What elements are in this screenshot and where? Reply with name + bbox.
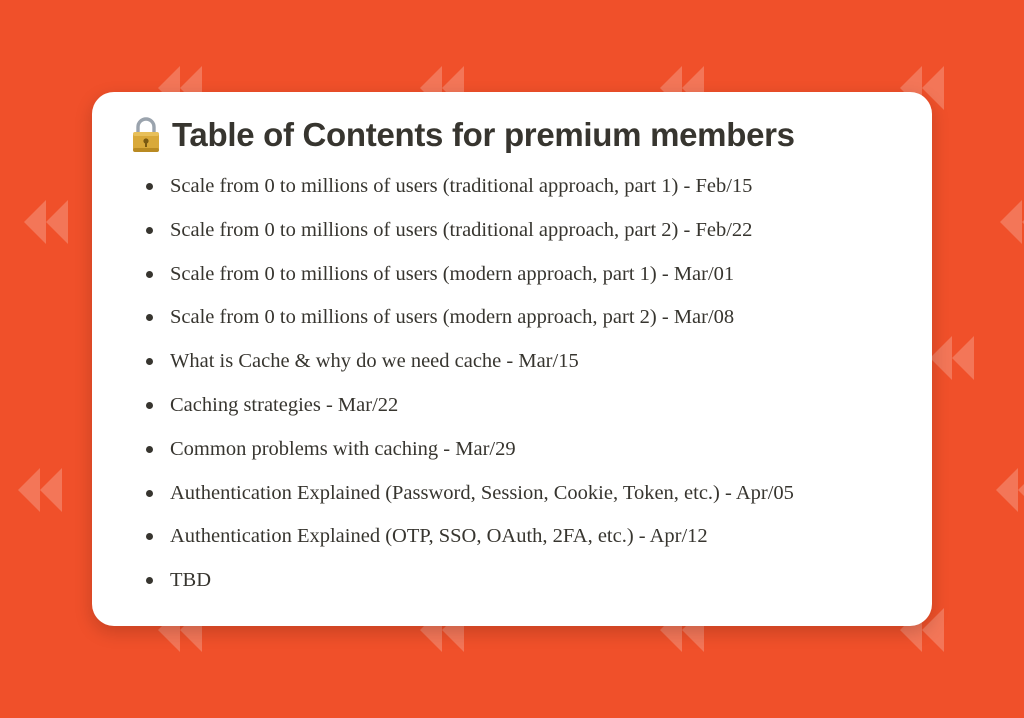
list-item-text: Scale from 0 to millions of users (traditional approach, part 1) - Feb/15 [170, 175, 753, 197]
toc-card [92, 92, 932, 626]
list-item [146, 170, 894, 214]
bullet-icon [146, 446, 153, 453]
list-item [146, 214, 894, 258]
list-item [146, 345, 894, 389]
list-item-text: Scale from 0 to millions of users (traditional approach, part 2) - Feb/22 [170, 218, 753, 241]
toc-list [130, 170, 894, 608]
bullet-icon [146, 533, 153, 540]
list-item [146, 258, 894, 302]
list-item [146, 389, 894, 433]
list-item [146, 564, 894, 608]
list-item [146, 301, 894, 345]
list-item-text: Common problems with caching - Mar/29 [170, 437, 516, 460]
list-item-text: Authentication Explained (Password, Session, Cookie, Token, etc.) - Apr/05 [170, 481, 794, 504]
bullet-icon [146, 577, 153, 584]
page-title [130, 114, 894, 156]
list-item-text: Scale from 0 to millions of users (modern approach, part 2) - Mar/08 [170, 306, 735, 329]
bullet-icon [146, 358, 153, 365]
list-item-text: TBD [170, 569, 211, 592]
list-item-text: Authentication Explained (OTP, SSO, OAuth, 2FA, etc.) - Apr/12 [170, 525, 708, 548]
list-item-text: What is Cache & why do we need cache - Mar/15 [170, 350, 579, 373]
list-item-text: Scale from 0 to millions of users (modern approach, part 1) - Mar/01 [170, 262, 735, 285]
lock-icon [130, 117, 162, 153]
list-item [146, 433, 894, 477]
page-title-text: Table of Contents for premium members [172, 116, 795, 153]
list-item [146, 520, 894, 564]
bullet-icon [146, 402, 153, 409]
bullet-icon [146, 227, 153, 234]
bullet-icon [146, 183, 153, 190]
list-item [146, 477, 894, 521]
bullet-icon [146, 271, 153, 278]
list-item-text: Caching strategies - Mar/22 [170, 393, 399, 416]
bullet-icon [146, 490, 153, 497]
bullet-icon [146, 314, 153, 321]
